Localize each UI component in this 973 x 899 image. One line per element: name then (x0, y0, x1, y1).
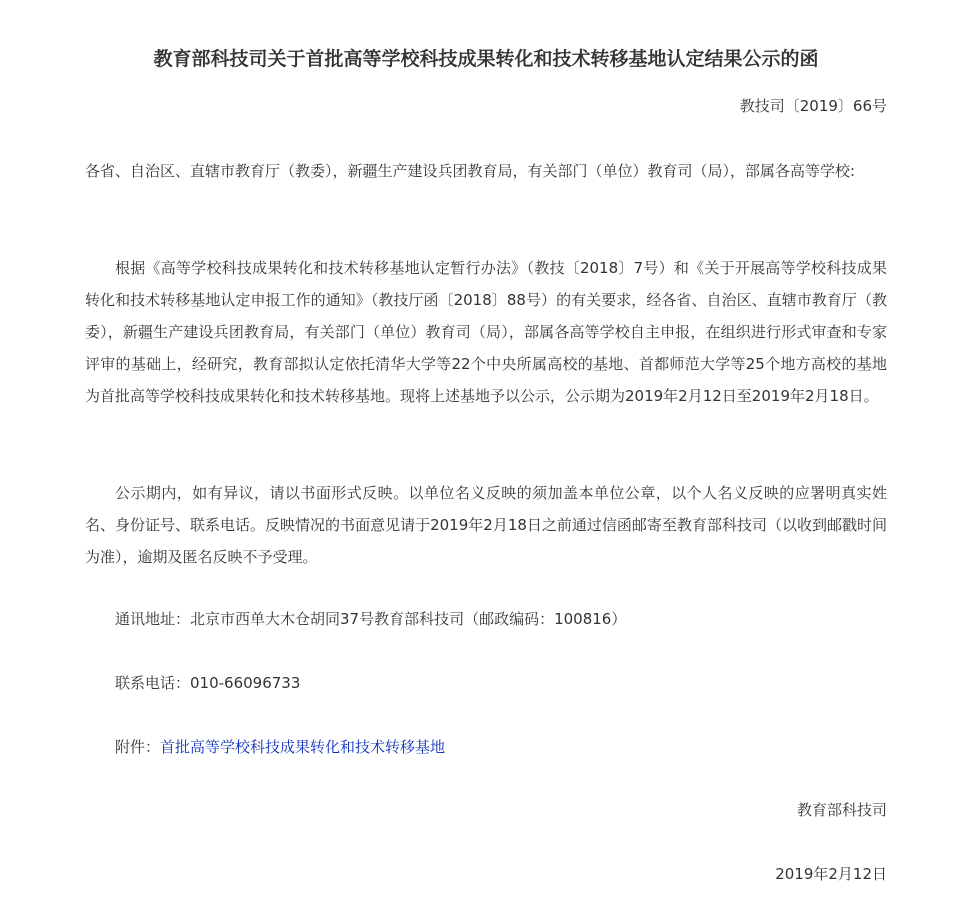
mailing-address: 通讯地址：北京市西单大木仓胡同37号教育部科技司（邮政编码：100816） (115, 610, 627, 628)
body-paragraph-2: 公示期内，如有异议，请以书面形式反映。以单位名义反映的须加盖本单位公章，以个人名义反映的应署明真实姓名、身份证号、联系电话。反映情况的书面意见请于2019年2月18日之前通过信函邮寄至教育部科技司（以收到邮戳时间为准），逾期及匿名反映不予受理。 (85, 484, 887, 566)
document-number: 教技司〔2019〕66号 (739, 97, 887, 115)
contact-phone: 联系电话：010-66096733 (115, 674, 301, 692)
attachment-link[interactable]: 首批高等学校科技成果转化和技术转移基地 (160, 738, 446, 756)
addressee-paragraph: 各省、自治区、直辖市教育厅（教委），新疆生产建设兵团教育局，有关部门（单位）教育司（局），部属各高等学校: (85, 162, 856, 180)
signature-date: 2019年2月12日 (775, 865, 887, 883)
attachment-line (85, 731, 887, 763)
attachment-label: 附件： (115, 738, 161, 756)
signature-organization: 教育部科技司 (796, 801, 887, 819)
document-title: 教育部科技司关于首批高等学校科技成果转化和技术转移基地认定结果公示的函 (153, 48, 819, 70)
body-paragraph-1: 根据《高等学校科技成果转化和技术转移基地认定暂行办法》（教技〔2018〕7号）和《关于开展高等学校科技成果转化和技术转移基地认定申报工作的通知》（教技厅函〔2018〕88号）的有关要求，经各省、自治区、直辖市教育厅（教委），新疆生产建设兵团教育局，有关部门（单位）教育司（局），部属各高等学校自主申报，在组织进行形式审查和专家评审的基础上，经研究，教育部拟认定依托清华大学等22个中央所属高校的基地、首都师范大学等25个地方高校的基地为首批高等学校科技成果转化和技术转移基地。现将上述基地予以公示，公示期为2019年2月12日至2019年2月18日。 (85, 259, 887, 405)
